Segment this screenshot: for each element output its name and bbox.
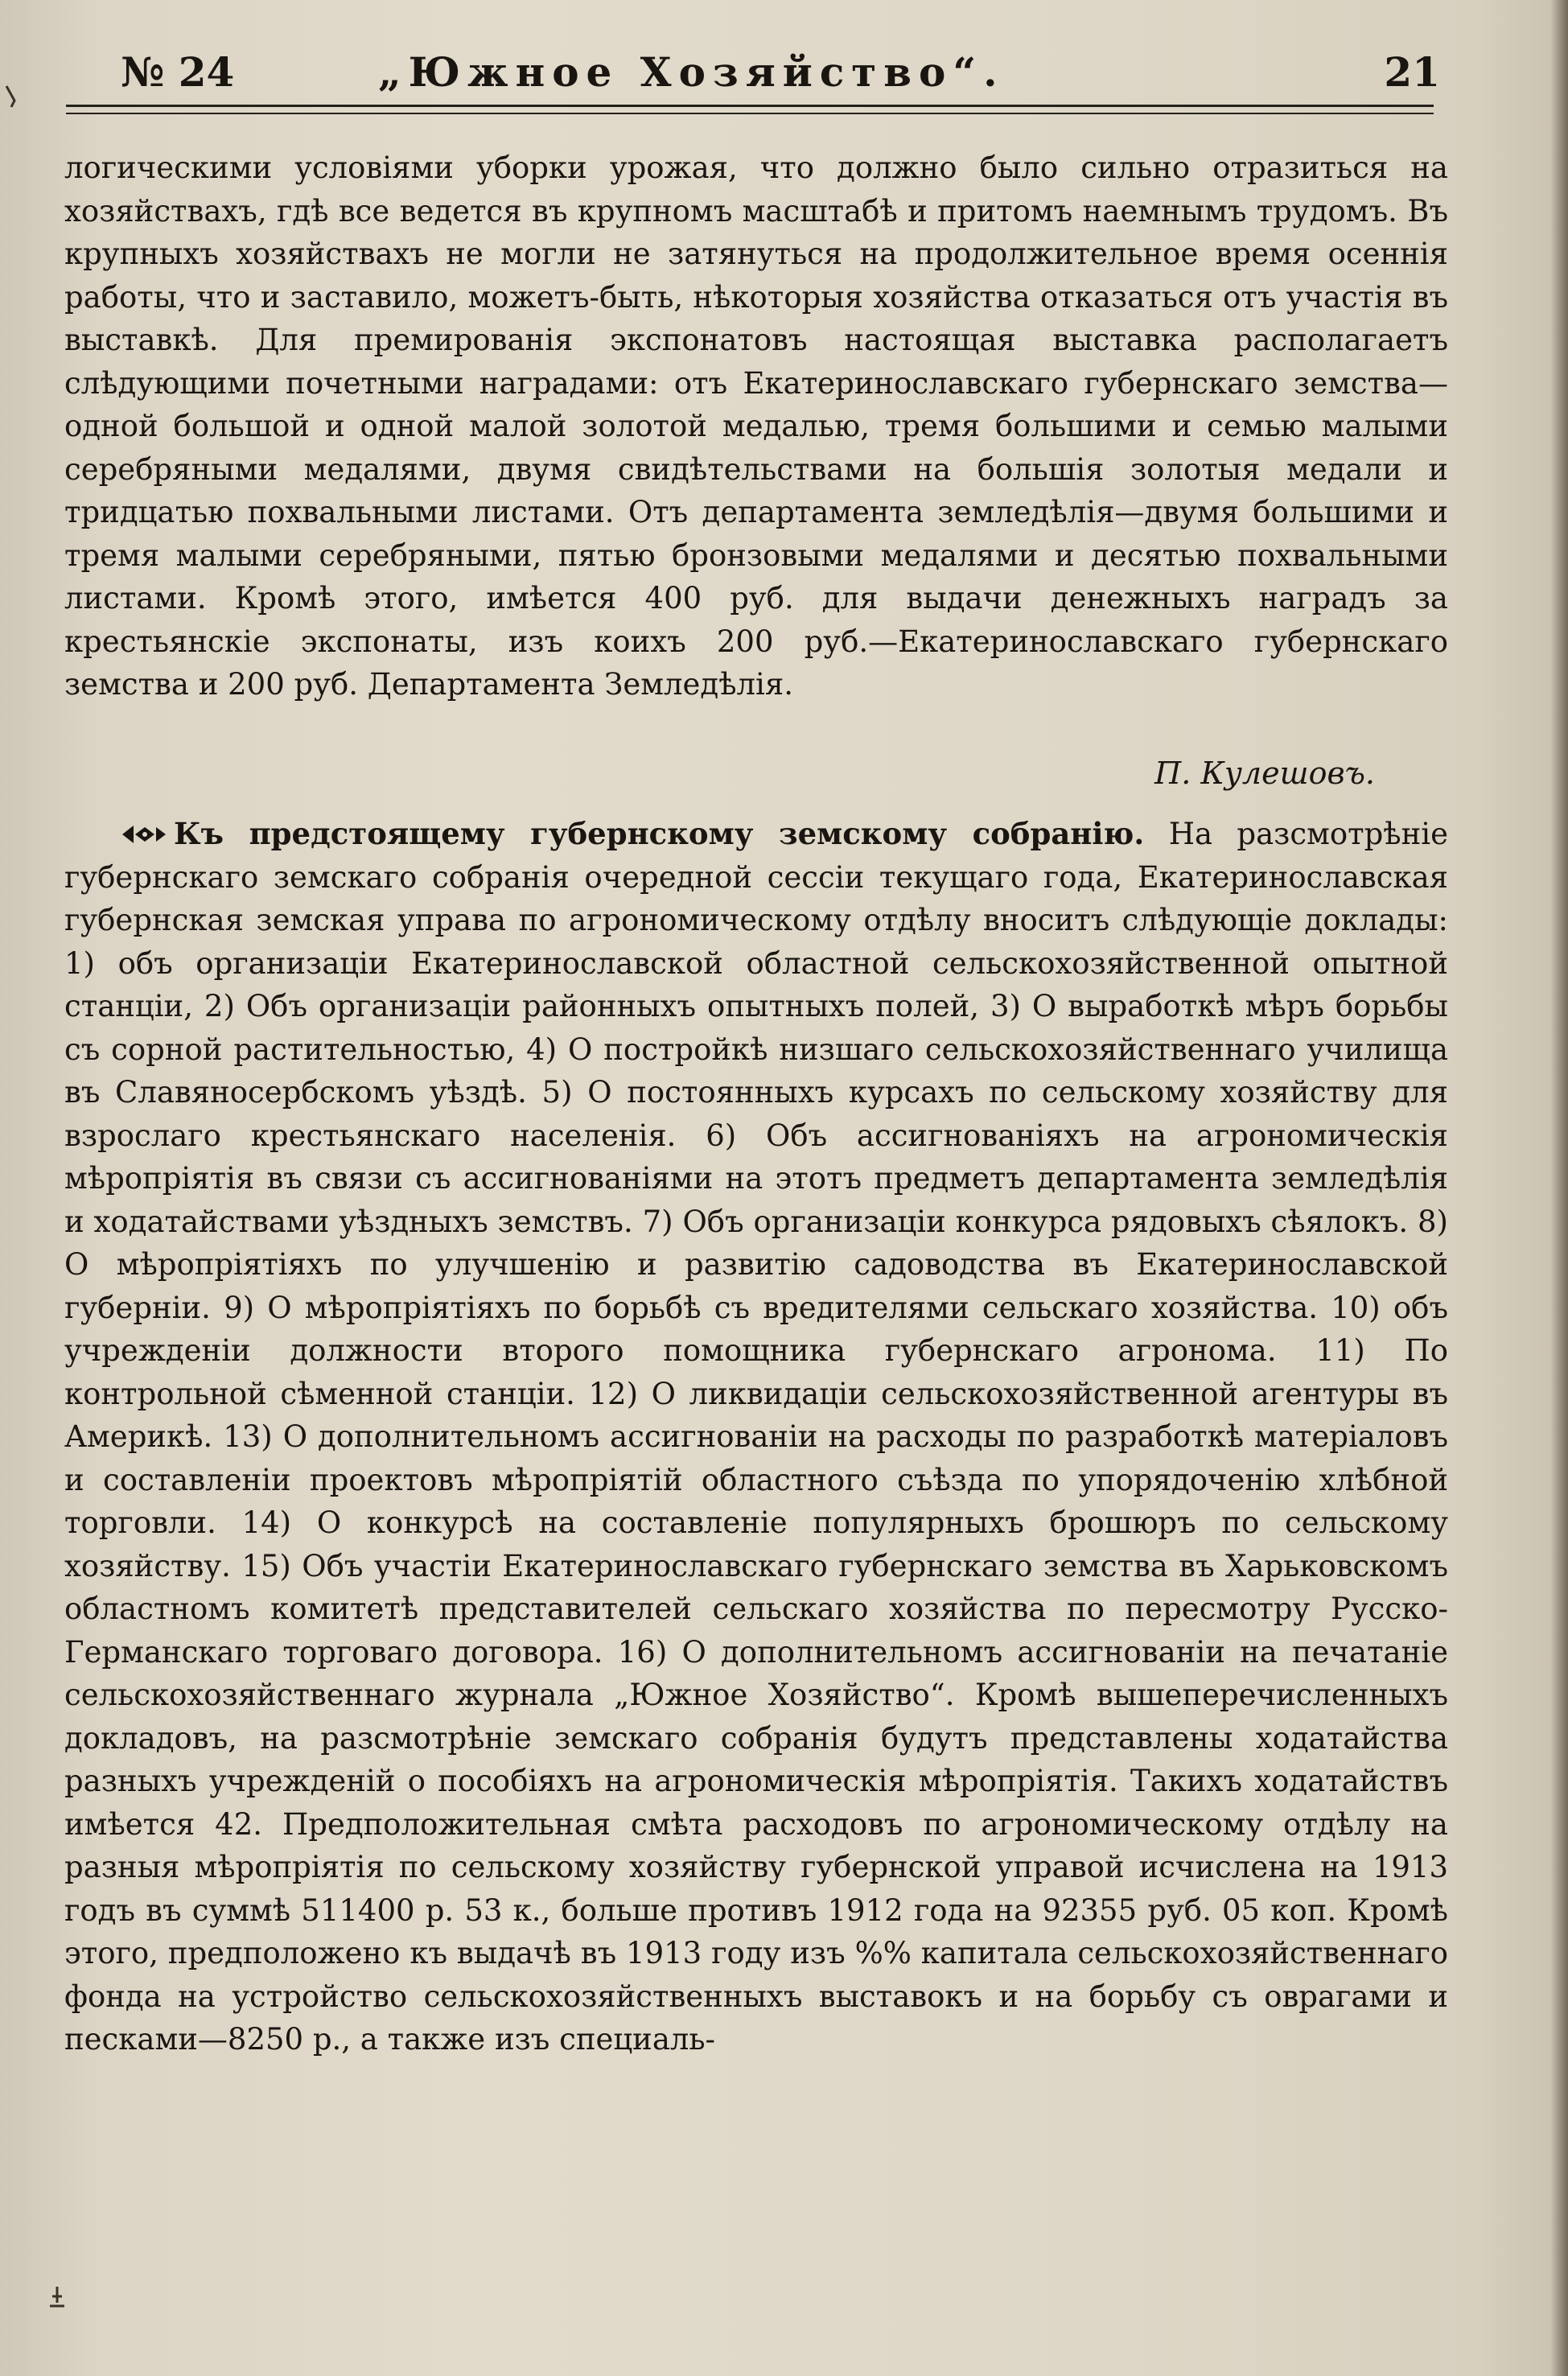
margin-mark-icon bbox=[3, 84, 27, 109]
author-signature: П. Кулешовъ. bbox=[1154, 756, 1375, 791]
article-continuation-text: логическими условіями уборки урожая, что должно было сильно отразиться на хозяйствахъ, гдѣ все ведется въ крупномъ масштабѣ и притомъ наемнымъ трудомъ. Въ крупныхъ хозяйствахъ не могли не затянуться на продолжительное время осеннія работы, что и заставило, можетъ-быть, нѣкоторыя хозяйства отказаться отъ участія въ выставкѣ. Для премированія экспонатовъ настоящая выставка располагаетъ слѣдующими почетными наградами: отъ Екатеринославскаго губернскаго земства—одной большой и одной малой золотой медалью, тремя большими и семью малыми серебряными медалями, двумя свидѣтельствами на большія золотыя медали и тридцатью похвальными листами. Отъ департамента земледѣлія—двумя большими и тремя малыми серебряными, пятью бронзовыми медалями и десятью похвальными листами. Кромѣ этого, имѣется 400 руб. для выдачи денежныхъ наградъ за крестьянскіе экспонаты, изъ коихъ 200 руб.—Екатеринославскаго губернскаго земства и 200 руб. Департамента Земледѣлія. bbox=[64, 150, 1448, 702]
margin-mark-icon bbox=[45, 2285, 69, 2309]
issue-number: № 24 bbox=[121, 48, 235, 96]
news-item-heading: Къ предстоящему губернскому земскому собранію. bbox=[174, 816, 1145, 851]
news-item-text: На разсмотрѣніе губернскаго земскаго собранія очередной сессіи текущаго года, Екатеринославская губернская земская управа по агрономическому отдѣлу вноситъ слѣдующіе доклады: 1) объ организаціи Екатеринославской областной сельскохозяйственной опытной станціи, 2) Объ организаціи районныхъ опытныхъ полей, 3) О выработкѣ мѣръ борьбы съ сорной растительностью, 4) О постройкѣ низшаго сельскохозяйственнаго училища въ Славяносербскомъ уѣздѣ. 5) О постоянныхъ курсахъ по сельскому хозяйству для взрослаго крестьянскаго населенія. 6) Объ ассигнованіяхъ на агрономическія мѣропріятія въ связи съ ассигнованіями на этотъ предметъ департамента земледѣлія и ходатайствами уѣздныхъ земствъ. 7) Объ организаціи конкурса рядовыхъ сѣялокъ. 8) О мѣропріятіяхъ по улучшенію и развитію садоводства въ Екатеринославской губерніи. 9) О мѣропріятіяхъ по борьбѣ съ вредителями сельскаго хозяйства. 10) объ учрежденіи должности второго помощника губернскаго агронома. 11) По контрольной сѣменной станціи. 12) О ликвидаціи сельскохозяйственной агентуры въ Америкѣ. 13) О дополнительномъ ассигнованіи на расходы по разработкѣ матеріаловъ и составленіи проектовъ мѣропріятій областного съѣзда по упорядоченію хлѣбной торговли. 14) О конкурсѣ на составленіе популярныхъ брошюръ по сельскому хозяйству. 15) Объ участіи Екатеринославскаго губернскаго земства въ Харьковскомъ областномъ комитетѣ представителей сельскаго хозяйства по пересмотру Русско-Германскаго торговаго договора. 16) О дополнительномъ ассигнованіи на печатаніе сельскохозяйственнаго журнала „Южное Хозяйство“. Кромѣ вышеперечисленныхъ докладовъ, на разсмотрѣніе земскаго собранія будутъ представлены ходатайства разныхъ учрежденій о пособіяхъ на агрономическія мѣропріятія. Такихъ ходатайствъ имѣется 42. Предположительная смѣта расходовъ по агрономическому отдѣлу на разныя мѣропріятія по сельскому хозяйству губернской управой исчислена на 1913 годъ въ суммѣ 511400 р. 53 к., больше противъ 1912 года на 92355 руб. 05 коп. Кромѣ этого, предположено къ выдачѣ въ 1913 году изъ %% капитала сельскохозяйственнаго фонда на устройство сельскохозяйственныхъ выставокъ и на борьбу съ оврагами и песками—8250 р., а также изъ специаль- bbox=[64, 817, 1448, 2057]
news-item-paragraph bbox=[64, 813, 1448, 2061]
page-number: 21 bbox=[1384, 48, 1440, 96]
page-edge-shadow bbox=[1550, 0, 1568, 2376]
ornament-icon bbox=[121, 822, 167, 846]
journal-title: „Южное Хозяйство“. bbox=[378, 48, 1005, 96]
header-rule-bottom bbox=[66, 113, 1434, 114]
header-rule-top bbox=[66, 105, 1434, 107]
news-item bbox=[64, 813, 1448, 2325]
running-header bbox=[121, 44, 1440, 101]
article-continuation bbox=[64, 146, 1448, 758]
